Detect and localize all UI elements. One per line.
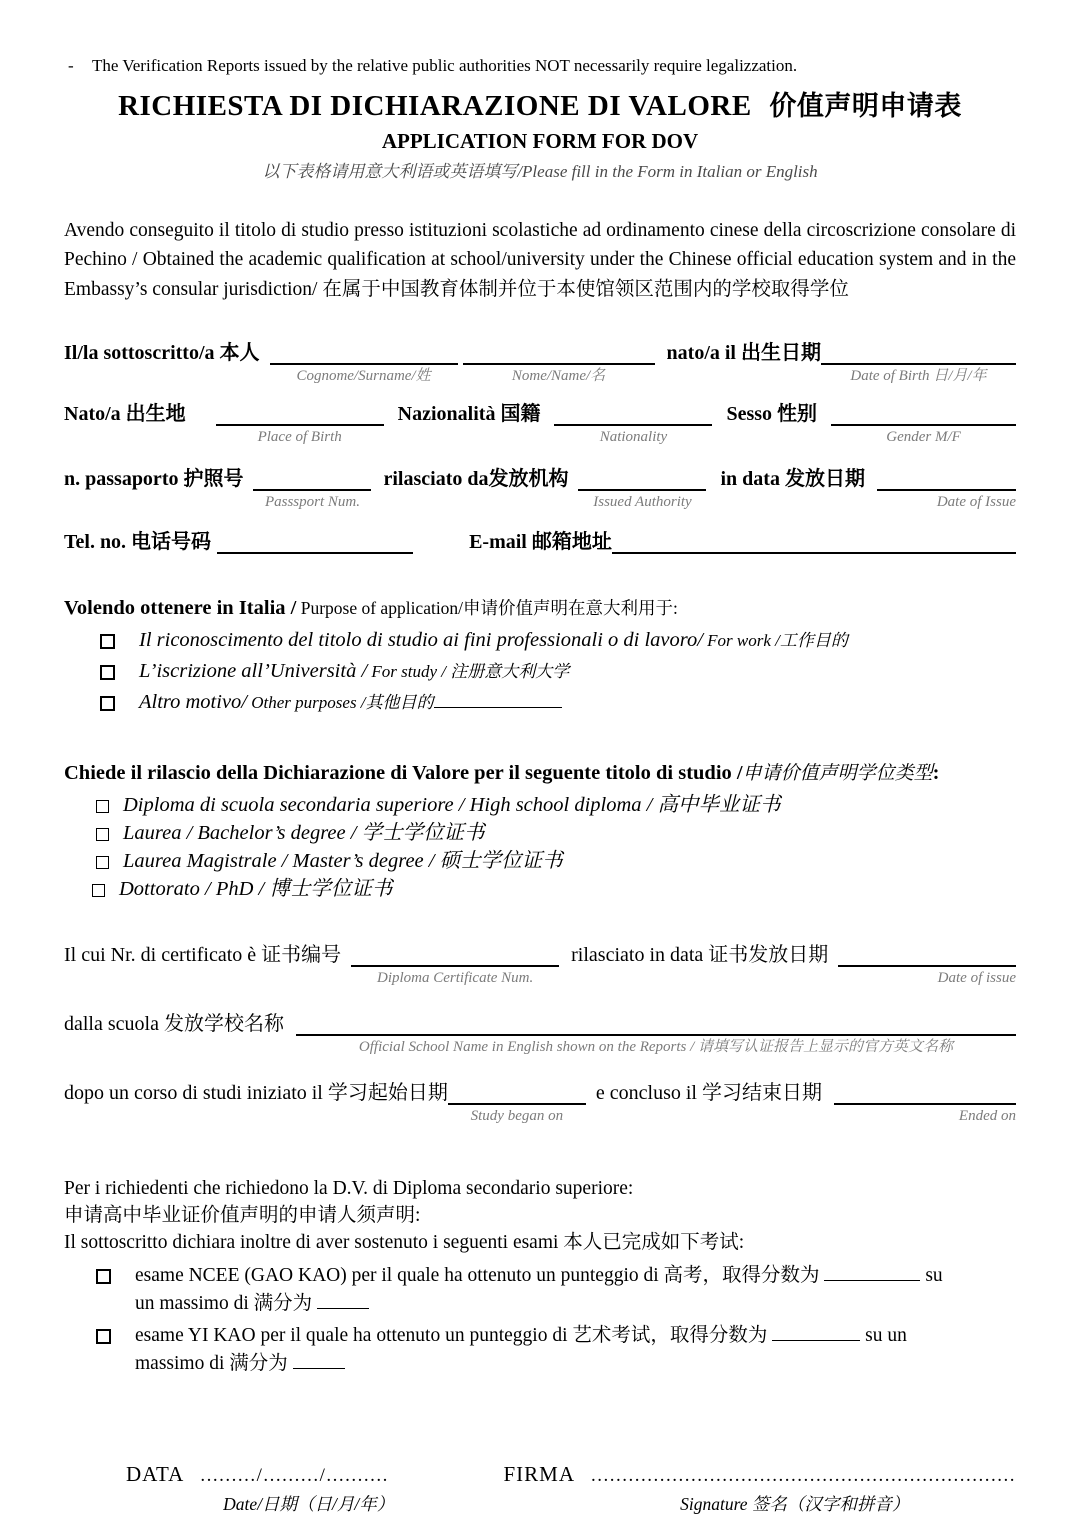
purpose-item-work	[64, 627, 1016, 654]
surname-underline	[270, 340, 458, 365]
study-began-underline	[448, 1080, 586, 1105]
purpose-list	[64, 627, 1016, 716]
issued-authority-underline	[578, 466, 706, 491]
study-ended-label: e concluso il 学习结束日期	[595, 1081, 822, 1104]
row-birth-nationality	[64, 401, 1016, 446]
email-underline	[612, 529, 1016, 554]
degree-item-highschool	[64, 792, 1016, 818]
signature-blank[interactable]: ....................................................................	[591, 1464, 1016, 1486]
school-name-hint: Official School Name in English shown on the Reports / 请填写认证报告上显示的官方英文名称	[358, 1038, 954, 1055]
issued-authority-hint: Issued Authority	[593, 493, 692, 510]
study-ended-underline	[834, 1080, 1016, 1105]
certificate-num-blank[interactable]	[351, 942, 559, 987]
tel-underline	[217, 529, 413, 554]
givenname-underline	[463, 340, 655, 365]
dob-label: nato/a il 出生日期	[666, 341, 821, 364]
page-title-italian: RICHIESTA DI DICHIARAZIONE DI VALORE	[118, 90, 752, 122]
signature-section	[64, 1462, 1016, 1516]
issued-by-label: rilasciato da发放机构	[383, 467, 569, 490]
school-label: dalla scuola 发放学校名称	[64, 1012, 284, 1035]
purpose-heading-bold: Volendo ottenere in Italia /	[64, 596, 297, 619]
note-text: The Verification Reports issued by the relative public authorities NOT necessarily require legalizzation.	[92, 56, 798, 75]
row-contact	[64, 529, 1016, 555]
cert-issue-date-label: rilasciato in data 证书发放日期	[571, 943, 829, 966]
issue-date-blank[interactable]	[877, 466, 1016, 511]
gender-blank[interactable]	[831, 401, 1016, 446]
degree-item-master	[64, 848, 1016, 874]
checkbox-other-purpose-icon[interactable]	[100, 696, 115, 711]
date-label: DATA	[126, 1461, 185, 1486]
fill-instruction: 以下表格请用意大利语或英语填写/Please fill in the Form in Italian or English	[262, 162, 818, 181]
degree-item-master-label: Laurea Magistrale / Master’s degree / 硕士学位证书	[123, 849, 563, 872]
school-name-blank[interactable]	[296, 1011, 1016, 1056]
pob-label: Nato/a 出生地	[64, 402, 186, 425]
date-blank[interactable]: ........./........./..........	[200, 1464, 389, 1486]
purpose-item-work-label: Il riconoscimento del titolo di studio ai fini professionali o di lavoro/ For work /工作目的	[139, 628, 848, 651]
certificate-num-hint: Diploma Certificate Num.	[377, 969, 534, 986]
note-line	[64, 56, 1016, 76]
passport-underline	[253, 466, 371, 491]
degree-item-bachelor-label: Laurea / Bachelor’s degree / 学士学位证书	[123, 821, 485, 844]
exam-yikao-text: esame YI KAO per il quale ha ottenuto un punteggio di 艺术考试，取得分数为 su un massimo di 满分为	[135, 1324, 907, 1374]
checkbox-master-icon[interactable]	[96, 856, 109, 869]
nationality-blank[interactable]	[554, 401, 712, 446]
purpose-heading	[64, 595, 1016, 622]
subscriber-label: Il/la sottoscritto/a 本人	[64, 341, 260, 364]
row-name-dob	[64, 340, 1016, 385]
note-dash: -	[68, 56, 74, 75]
passport-label: n. passaporto 护照号	[64, 467, 244, 490]
degree-item-bachelor	[64, 820, 1016, 846]
purpose-item-study	[64, 658, 1016, 685]
checkbox-bachelor-icon[interactable]	[96, 828, 109, 841]
passport-hint: Passsport Num.	[264, 493, 360, 510]
row-passport	[64, 466, 1016, 511]
study-began-blank[interactable]	[448, 1080, 586, 1125]
degree-heading	[64, 760, 1016, 787]
passport-num-blank[interactable]	[253, 466, 371, 511]
dob-blank[interactable]	[821, 340, 1016, 385]
ncee-max-blank[interactable]	[317, 1291, 369, 1309]
degree-heading-bold: Chiede il rilascio della Dichiarazione di Valore per il seguente titolo di studio /	[64, 761, 743, 784]
degree-heading-chinese: 申请价值声明学位类型	[742, 762, 933, 784]
surname-blank[interactable]	[270, 340, 458, 385]
exam-yikao-item	[64, 1322, 1016, 1378]
study-ended-hint: Ended on	[958, 1107, 1016, 1124]
gender-hint: Gender M/F	[886, 428, 961, 445]
checkbox-highschool-icon[interactable]	[96, 800, 109, 813]
highschool-declaration-section	[64, 1175, 1016, 1378]
checkbox-yikao-icon[interactable]	[96, 1329, 111, 1344]
page-subtitle: APPLICATION FORM FOR DOV	[381, 129, 699, 153]
issue-date-label: in data 发放日期	[720, 467, 865, 490]
exam-ncee-text: esame NCEE (GAO KAO) per il quale ha ottenuto un punteggio di 高考，取得分数为 su un massimo di 满分为	[135, 1264, 943, 1314]
other-purpose-blank[interactable]	[434, 690, 562, 708]
certificate-num-underline	[351, 942, 559, 967]
dob-underline	[821, 340, 1016, 365]
givenname-blank[interactable]	[463, 340, 655, 385]
exam-ncee-item	[64, 1262, 1016, 1318]
date-hint: Date/日期（日/月/年）	[223, 1493, 395, 1514]
issue-date-hint: Date of Issue	[936, 493, 1016, 510]
degree-heading-colon: :	[932, 761, 940, 784]
date-group	[126, 1462, 451, 1516]
degree-list	[64, 792, 1016, 902]
pob-hint: Place of Birth	[257, 428, 342, 445]
signature-hint: Signature 签名（汉字和拼音）	[680, 1493, 910, 1514]
givenname-hint: Nome/Name/名	[511, 367, 606, 384]
pob-blank[interactable]	[216, 401, 384, 446]
cert-issue-date-underline	[838, 942, 1016, 967]
degree-item-phd-label: Dottorato / PhD / 博士学位证书	[119, 877, 393, 900]
nationality-underline	[554, 401, 712, 426]
cert-issue-date-hint: Date of issue	[937, 969, 1016, 986]
row-course-dates	[64, 1080, 1016, 1125]
gender-underline	[831, 401, 1016, 426]
hs-line-italian: Per i richiedenti che richiedono la D.V. di Diploma secondario superiore:	[64, 1177, 634, 1199]
checkbox-for-study-icon[interactable]	[100, 665, 115, 680]
purpose-item-other-label: Altro motivo/ Other purposes /其他目的	[139, 689, 562, 716]
study-ended-blank[interactable]	[834, 1080, 1016, 1125]
page-title	[64, 84, 1016, 123]
nationality-hint: Nationality	[599, 428, 668, 445]
hs-line-exams: Il sottoscritto dichiara inoltre di aver sostenuto i seguenti esami 本人已完成如下考试:	[64, 1231, 745, 1253]
intro-paragraph: Avendo conseguito il titolo di studio presso istituzioni scolastiche ad ordinamento cinese della circoscrizione consolare di Pechino / Obtained the academic qualification at school/university under the Chinese official education system and in the Embassy’s consular jurisdiction/ 在属于中国教育体制并位于本使馆领区范围内的学校取得学位	[64, 220, 1016, 300]
certificate-num-label: Il cui Nr. di certificato è 证书编号	[64, 943, 342, 966]
degree-item-phd	[64, 876, 1016, 902]
ncee-score-blank[interactable]	[824, 1263, 920, 1281]
issue-date-underline	[877, 466, 1016, 491]
pob-underline	[216, 401, 384, 426]
tel-label: Tel. no. 电话号码	[64, 530, 212, 553]
surname-hint: Cognome/Surname/姓	[296, 367, 431, 384]
checkbox-phd-icon[interactable]	[92, 884, 105, 897]
page-title-chinese: 价值声明申请表	[769, 91, 962, 121]
nationality-label: Nazionalità 国籍	[397, 402, 541, 425]
purpose-item-study-label: L’iscrizione all’Università / For study / 注册意大利大学	[139, 659, 570, 682]
hs-line-chinese: 申请高中毕业证价值声明的申请人须声明:	[64, 1204, 421, 1226]
row-school	[64, 1011, 1016, 1056]
checkbox-for-work-icon[interactable]	[100, 634, 115, 649]
issued-authority-blank[interactable]	[578, 466, 706, 511]
purpose-item-other	[64, 689, 1016, 716]
signature-group	[503, 1462, 1016, 1516]
dob-hint: Date of Birth 日/月/年	[850, 367, 987, 384]
cert-issue-date-blank[interactable]	[838, 942, 1016, 987]
signature-label: FIRMA	[503, 1461, 575, 1486]
row-certificate	[64, 942, 1016, 987]
degree-item-highschool-label: Diploma di scuola secondaria superiore / High school diploma / 高中毕业证书	[123, 793, 781, 816]
purpose-heading-rest: Purpose of application/申请价值声明在意大利用于:	[296, 597, 678, 618]
study-began-hint: Study began on	[470, 1107, 564, 1124]
tel-blank[interactable]	[217, 529, 413, 554]
school-name-underline	[296, 1011, 1016, 1036]
gender-label: Sesso 性别	[726, 402, 818, 425]
checkbox-ncee-icon[interactable]	[96, 1269, 111, 1284]
study-began-label: dopo un corso di studi iniziato il 学习起始日期	[64, 1081, 448, 1104]
email-label: E-mail 邮箱地址	[469, 530, 612, 553]
yikao-score-blank[interactable]	[772, 1323, 860, 1341]
email-blank[interactable]	[612, 529, 1016, 554]
yikao-max-blank[interactable]	[293, 1351, 345, 1369]
